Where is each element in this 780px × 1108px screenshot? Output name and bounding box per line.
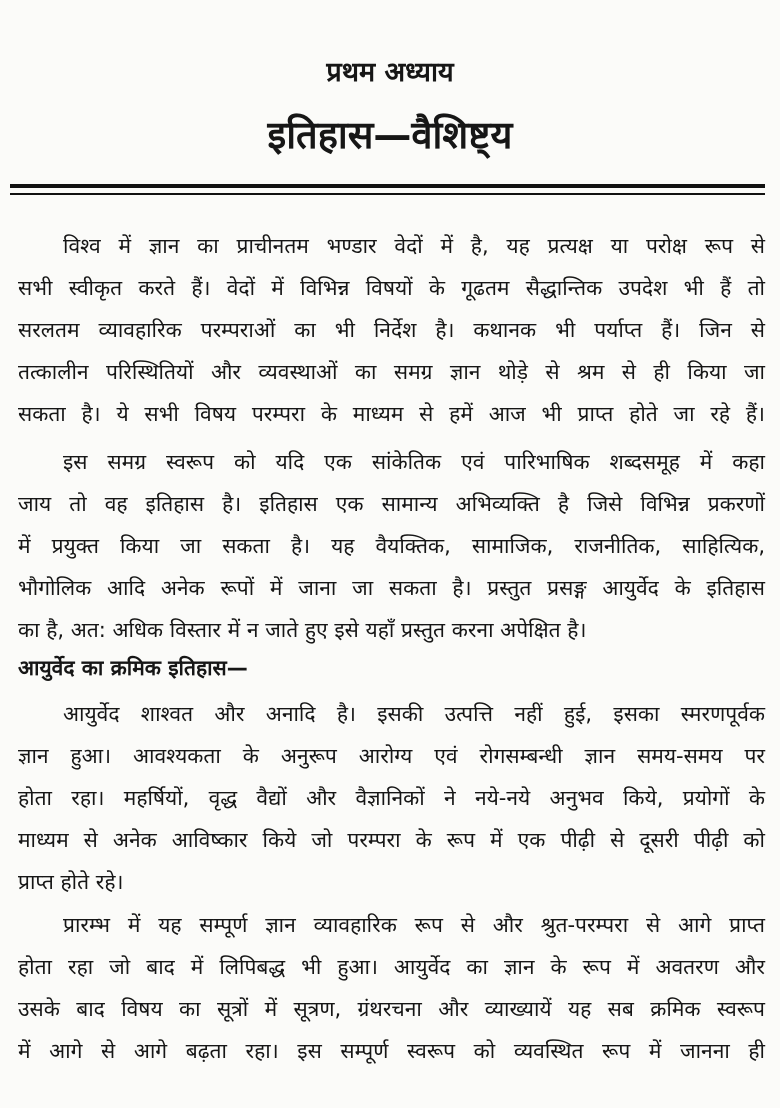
title-divider-thick bbox=[10, 184, 765, 188]
text-line: होता रहा जो बाद में लिपिबद्ध भी हुआ। आयुर्वेद का ज्ञान के रूप में अवतरण और bbox=[18, 955, 765, 979]
text-line: उसके बाद विषय का सूत्रों में सूत्रण, ग्रंथरचना और व्याख्यायें यह सब क्रमिक स्वरूप bbox=[18, 997, 765, 1021]
text-line: में प्रयुक्त किया जा सकता है। यह वैयक्तिक, सामाजिक, राजनीतिक, साहित्यिक, bbox=[18, 534, 765, 558]
text-line: में आगे से आगे बढ़ता रहा। इस सम्पूर्ण स्वरूप को व्यवस्थित रूप में जानना ही bbox=[18, 1039, 765, 1063]
chapter-label: प्रथम अध्याय bbox=[326, 57, 454, 88]
text-line: होता रहा। महर्षियों, वृद्ध वैद्यों और वैज्ञानिकों ने नये-नये अनुभव किये, प्रयोगों के bbox=[18, 786, 765, 810]
section-heading: आयुर्वेद का क्रमिक इतिहास— bbox=[18, 656, 248, 680]
text-line: प्राप्त होते रहे। bbox=[18, 870, 124, 894]
text-line: जाय तो वह इतिहास है। इतिहास एक सामान्य अभिव्यक्ति है जिसे विभिन्न प्रकरणों bbox=[18, 492, 765, 516]
text-line: सकता है। ये सभी विषय परम्परा के माध्यम से हमें आज भी प्राप्त होते जा रहे हैं। bbox=[18, 402, 765, 426]
text-line: विश्व में ज्ञान का प्राचीनतम भण्डार वेदों में है, यह प्रत्यक्ष या परोक्ष रूप से bbox=[63, 234, 765, 258]
text-line: भौगोलिक आदि अनेक रूपों में जाना जा सकता है। प्रस्तुत प्रसङ्ग आयुर्वेद के इतिहास bbox=[18, 576, 765, 600]
text-line: सभी स्वीकृत करते हैं। वेदों में विभिन्न विषयों के गूढतम सैद्धान्तिक उपदेश भी हैं तो bbox=[18, 276, 765, 300]
text-line: ज्ञान हुआ। आवश्यकता के अनुरूप आरोग्य एवं रोगसम्बन्धी ज्ञान समय-समय पर bbox=[18, 744, 765, 768]
paragraph-1 bbox=[18, 225, 765, 435]
chapter-title: इतिहास—वैशिष्ट्य bbox=[267, 113, 513, 157]
text-line: माध्यम से अनेक आविष्कार किये जो परम्परा के रूप में एक पीढ़ी से दूसरी पीढ़ी को bbox=[18, 828, 765, 852]
paragraph-4 bbox=[18, 904, 765, 1072]
text-line: आयुर्वेद शाश्वत और अनादि है। इसकी उत्पत्ति नहीं हुई, इसका स्मरणपूर्वक bbox=[63, 702, 765, 726]
text-line: तत्कालीन परिस्थितियों और व्यवस्थाओं का समग्र ज्ञान थोड़े से श्रम से ही किया जा bbox=[18, 360, 765, 384]
text-line: का है, अत: अधिक विस्तार में न जाते हुए इसे यहाँ प्रस्तुत करना अपेक्षित है। bbox=[18, 618, 587, 642]
paragraph-3 bbox=[18, 693, 765, 903]
text-line: सरलतम व्यावहारिक परम्पराओं का भी निर्देश है। कथानक भी पर्याप्त हैं। जिन से bbox=[18, 318, 765, 342]
text-line: इस समग्र स्वरूप को यदि एक सांकेतिक एवं पारिभाषिक शब्दसमूह में कहा bbox=[63, 450, 765, 474]
title-divider-thin bbox=[10, 193, 765, 195]
text-line: प्रारम्भ में यह सम्पूर्ण ज्ञान व्यावहारिक रूप से और श्रुत-परम्परा से आगे प्राप्त bbox=[63, 913, 765, 937]
paragraph-2 bbox=[18, 441, 765, 651]
